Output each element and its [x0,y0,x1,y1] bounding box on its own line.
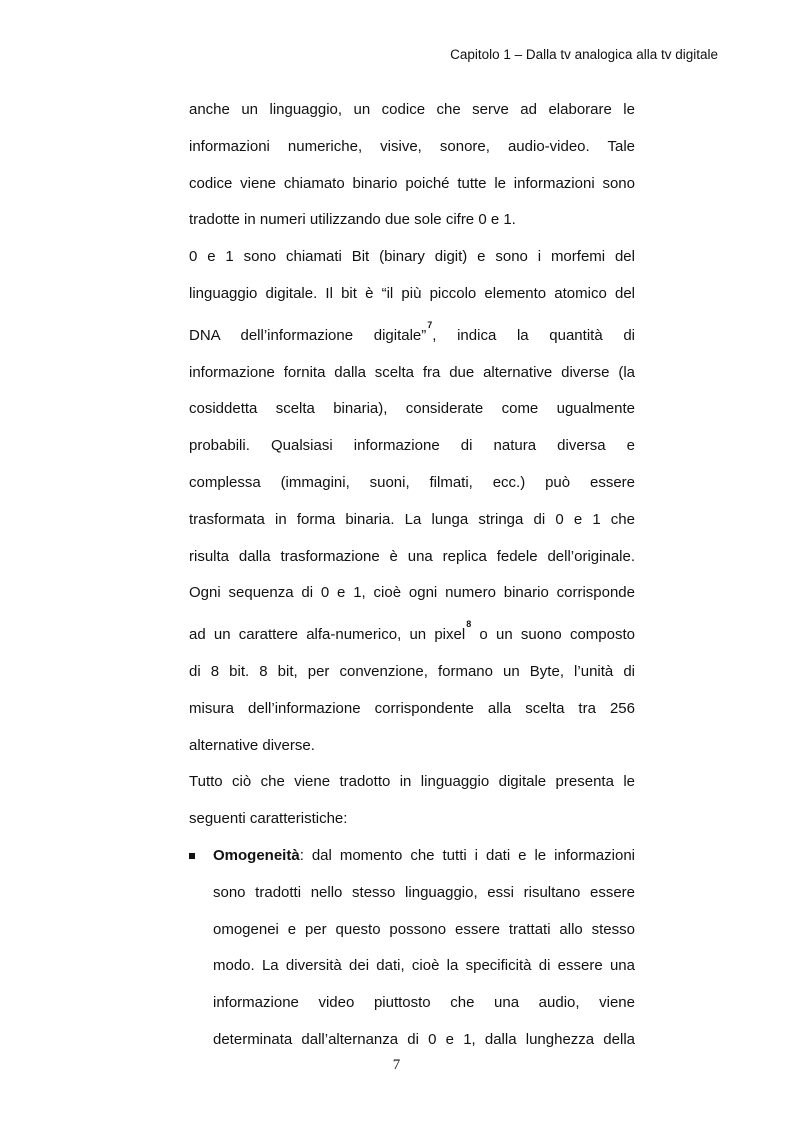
text-line: risulta dalla trasformazione è una replica fedele dell’originale. [189,547,635,565]
footnote-reference-7[interactable]: 7 [427,319,433,330]
text-segment: : dal momento che tutti i dati e le informazioni [299,846,635,864]
text-line: probabili. Qualsiasi informazione di natura diversa e [189,437,635,455]
bullet-item-omogeneita [189,838,635,1059]
text-line: informazione fornita dalla scelta fra due alternative diverse (la [189,363,635,381]
text-line [189,313,635,355]
text-line: modo. La diversità dei dati, cioè la specificità di essere una [213,957,635,975]
text-segment: DNA dell’informazione digitale” [189,326,427,344]
page-number: 7 [392,1057,401,1073]
text-line: determinata dall’alternanza di 0 e 1, dalla lunghezza della [213,1030,635,1048]
text-segment: , indica la quantità di [432,326,635,344]
text-line: misura dell’informazione corrispondente alla scelta tra 256 [189,699,635,717]
text-line [213,838,635,875]
text-line: codice viene chiamato binario poiché tutte le informazioni sono [189,174,635,192]
paragraph-characteristics-intro [189,764,635,838]
text-line: informazioni numeriche, visive, sonore, audio-video. Tale [189,137,635,155]
text-line: omogenei e per questo possono essere trattati allo stesso [213,920,635,938]
text-line: seguenti caratteristiche: [189,810,348,828]
bullet-term: Omogeneità [213,846,300,864]
square-bullet-icon [189,853,195,859]
running-header: Capitolo 1 – Dalla tv analogica alla tv digitale [450,47,718,62]
text-line: alternative diverse. [189,736,315,754]
text-line: trasformata in forma binaria. La lunga stringa di 0 e 1 che [189,510,635,528]
text-line: linguaggio digitale. Il bit è “il più piccolo elemento atomico del [189,284,635,302]
text-segment: o un suono composto [471,626,635,644]
text-line: Ogni sequenza di 0 e 1, cioè ogni numero binario corrisponde [189,584,635,602]
text-line: tradotte in numeri utilizzando due sole cifre 0 e 1. [189,211,516,229]
text-line: di 8 bit. 8 bit, per convenzione, formano un Byte, l’unità di [189,662,635,680]
text-segment: ad un carattere alfa-numerico, un pixel [189,626,466,644]
text-line: 0 e 1 sono chiamati Bit (binary digit) e sono i morfemi del [189,248,635,266]
text-line: informazione video piuttosto che una audio, viene [213,994,635,1012]
text-line [189,612,635,654]
text-line: complessa (immagini, suoni, filmati, ecc.) può essere [189,473,635,491]
text-line: cosiddetta scelta binaria), considerate come ugualmente [189,400,635,418]
text-line: anche un linguaggio, un codice che serve ad elaborare le [189,101,635,118]
text-line: sono tradotti nello stesso linguaggio, essi risultano essere [213,883,635,901]
paragraph-binary-code [189,92,635,239]
text-line: Tutto ciò che viene tradotto in linguaggio digitale presenta le [189,773,635,791]
paragraph-bit-definition [189,239,635,764]
footnote-reference-8[interactable]: 8 [466,619,472,630]
body-text [189,92,635,1059]
